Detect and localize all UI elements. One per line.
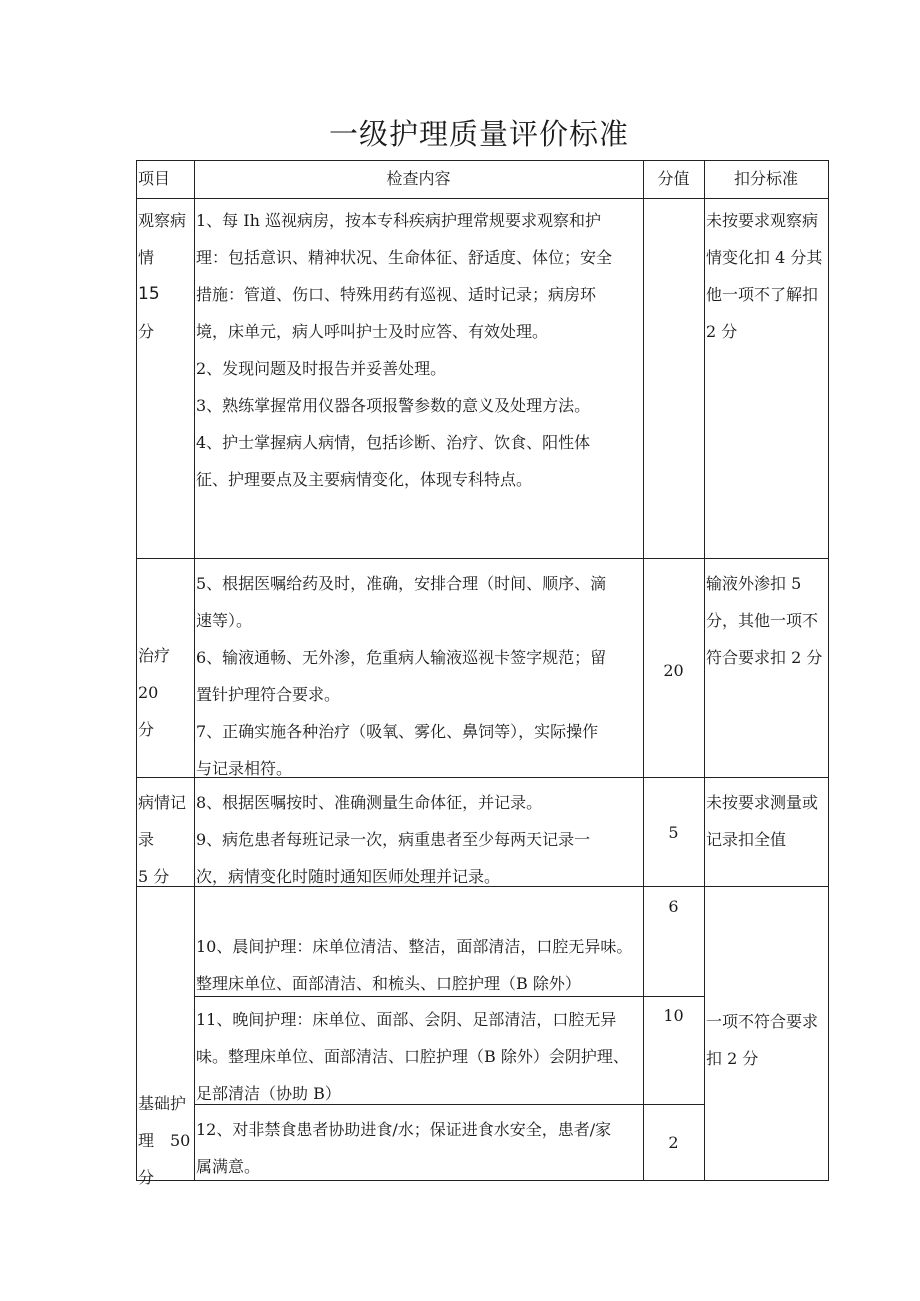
col-line [194,160,195,1181]
header-standard: 扣分标准 [733,169,798,188]
standard-basic-care: 一项不符合要求 扣 2 分 [706,1012,819,1068]
score-feeding: 2 [668,1133,679,1152]
score-treatment: 20 [663,661,684,680]
row-line [136,198,829,199]
col-line [828,160,829,1181]
content-morning-care: 10、晨间护理：床单位清洁、整洁，面部清洁，口腔无异味。 整理床单位、面部清洁、和梳头、口腔护理（B 除外） [196,937,633,993]
standard-records: 未按要求测量或 记录扣全值 [706,793,819,849]
header-content: 检查内容 [386,169,451,188]
score-morning-care: 6 [668,897,679,916]
content-evening-care: 11、晚间护理：床单位、面部、会阴、足部清洁，口腔无异 味。整理床单位、面部清洁、口腔护理（B 除外）会阴护理、 足部清洁（协助 B） [196,1010,629,1103]
item-observation: 观察病 情 15 分 [138,211,187,341]
header-score: 分值 [657,169,690,188]
standard-observation: 未按要求观察病 情变化扣 4 分其 他一项不了解扣 2 分 [706,211,823,341]
score-evening-care: 10 [663,1006,684,1025]
page-title: 一级护理质量评价标准 [328,117,629,151]
content-records: 8、根据医嘱按时、准确测量生命体征，并记录。 9、病危患者每班记录一次，病重患者至少每两天记录一 次，病情变化时随时通知医师处理并记录。 [196,793,591,886]
item-records: 病情记 录 5 分 [138,793,187,886]
header-item: 项目 [138,169,171,188]
item-treatment: 治疗 20 分 [138,646,171,739]
content-observation: 1、每 Ih 巡视病房，按本专科疾病护理常规要求观察和护 理：包括意识、精神状况、生命体征、舒适度、体位；安全 措施：管道、伤口、特殊用药有巡视、适时记录；病房环 境，床单元，病人呼叫护士及时应答、有效处理。 2、发现问题及时报告并妥善处理。 3、熟练掌握常用仪器各项报警参数的意义及处理方法。 4、护士掌握病人病情，包括诊断、治疗、饮食、阳性体 征、护理要点及主要病情变化，体现专科特点。 [196,211,613,489]
col-line [136,160,137,1181]
standard-treatment: 输液外渗扣 5 分，其他一项不 符合要求扣 2 分 [706,574,823,667]
row-line [136,558,829,559]
content-feeding: 12、对非禁食患者协助进食/水；保证进食水安全，患者/家 属满意。 [196,1120,612,1176]
content-treatment: 5、根据医嘱给药及时，准确，安排合理（时间、顺序、滴 速等）。 6、输液通畅、无外渗，危重病人输液巡视卡签字规范；留 置针护理符合要求。 7、正确实施各种治疗（吸氧、雾化、鼻饲等），实际操作 与记录相符。 [196,574,607,778]
item-basic-care: 基础护 理 50 分 [138,1094,191,1187]
col-line [704,160,705,1181]
score-records: 5 [668,823,679,842]
